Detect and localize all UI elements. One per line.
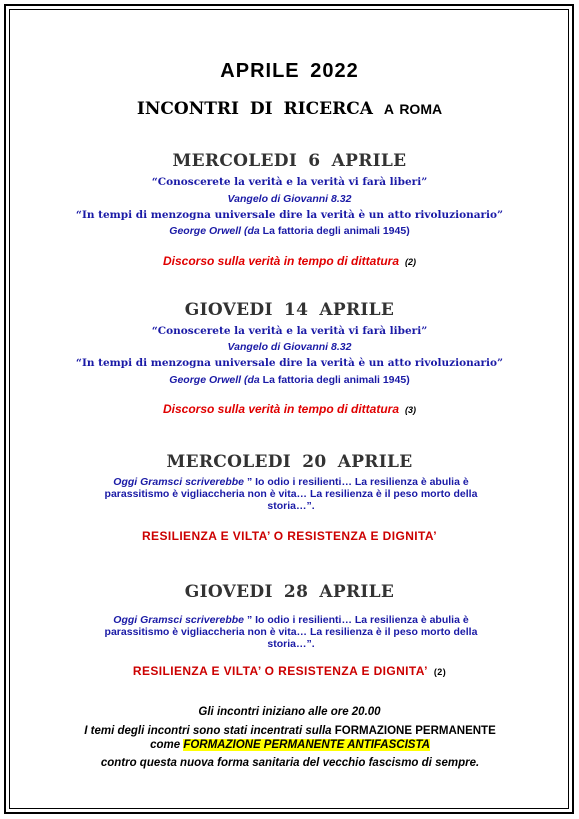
event-2-quote-2: “In tempi di menzogna universale dire la verità è un atto rivoluzionario” xyxy=(75,357,504,369)
event-1-day: MERCOLEDI 6 APRILE xyxy=(172,151,407,171)
event-1-topic: Discorso sulla verità in tempo di dittatura (2) xyxy=(162,254,417,268)
footer-time: Gli incontri iniziano alle ore 20.00 xyxy=(198,706,381,718)
event-3-topic: RESILIENZA E VILTA’ O RESISTENZA E DIGNITA’ xyxy=(141,529,437,543)
footer-highlight: FORMAZIONE PERMANENTE ANTIFASCISTA xyxy=(183,739,430,751)
event-2-day: GIOVEDI 14 APRILE xyxy=(184,300,395,320)
page-subtitle xyxy=(0,99,579,119)
event-4-day: GIOVEDI 28 APRILE xyxy=(184,582,395,602)
footer-closing: contro questa nuova forma sanitaria del vecchio fascismo di sempre. xyxy=(100,757,480,769)
event-4-note: (2) xyxy=(433,667,447,677)
event-3-day: MERCOLEDI 20 APRILE xyxy=(166,452,413,472)
event-1-note: (2) xyxy=(405,257,417,267)
event-2-topic: Discorso sulla verità in tempo di dittatura (3) xyxy=(162,402,417,416)
event-4-topic: RESILIENZA E VILTA’ O RESISTENZA E DIGNITA’ (2) xyxy=(132,664,447,678)
event-2-note: (3) xyxy=(405,405,417,415)
event-1-source-1: Vangelo di Giovanni 8.32 xyxy=(227,193,352,205)
event-1-quote-2: “In tempi di menzogna universale dire la verità è un atto rivoluzionario” xyxy=(75,209,504,221)
event-2-source-2: George Orwell (da La fattoria degli animali 1945) xyxy=(169,374,410,386)
page-title: APRILE 2022 xyxy=(220,60,359,82)
subtitle-location: A ROMA xyxy=(383,101,443,117)
event-1-quote-1: “Conoscerete la verità e la verità vi farà liberi” xyxy=(151,176,428,188)
footer-themes: I temi degli incontri sono stati incentrati sulla FORMAZIONE PERMANENTE come FORMAZIONE PERMANENTE ANTIFASCISTA xyxy=(84,725,496,751)
event-1-source-2: George Orwell (da La fattoria degli animali 1945) xyxy=(169,225,410,237)
subtitle-main: INCONTRI DI RICERCA xyxy=(136,99,373,119)
event-3-gramsci-quote: Oggi Gramsci scriverebbe ” Io odio i resilienti… La resilienza è abulia è parassitismo è vigliaccheria non è vita… La resilienza è il peso morto della storia…”. xyxy=(104,476,478,512)
event-2-quote-1: “Conoscerete la verità e la verità vi farà liberi” xyxy=(151,325,428,337)
event-4-gramsci-quote: Oggi Gramsci scriverebbe ” Io odio i resilienti… La resilienza è abulia è parassitismo è vigliaccheria non è vita… La resilienza è il peso morto della storia…”. xyxy=(104,614,478,650)
event-2-source-1: Vangelo di Giovanni 8.32 xyxy=(227,341,352,353)
